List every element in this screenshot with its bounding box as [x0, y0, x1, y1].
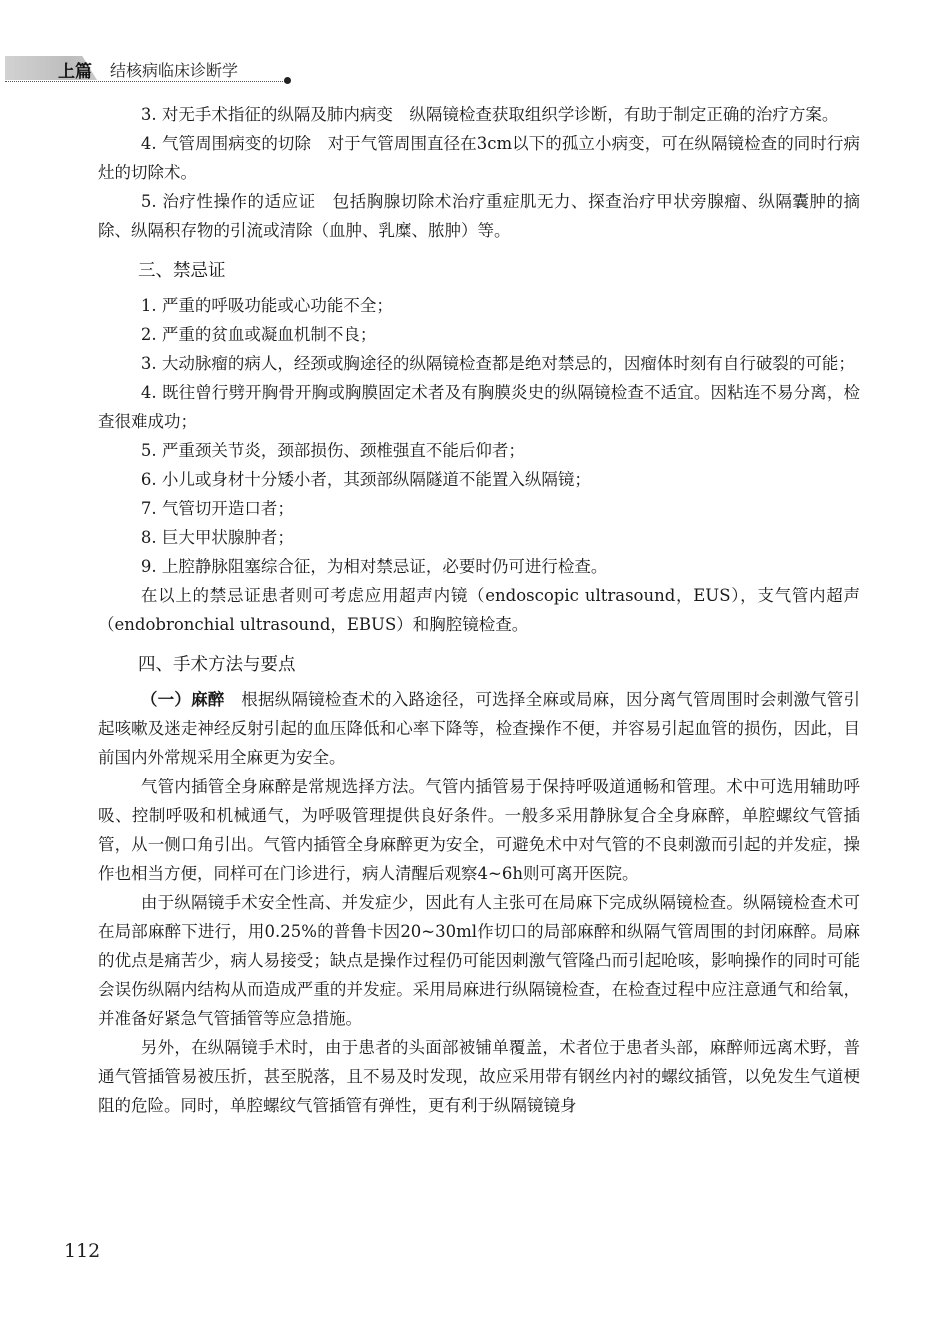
subsection-heading-anesthesia: （一）麻醉 — [140, 690, 225, 709]
contraindication-item-3: 3. 大动脉瘤的病人，经颈或胸途径的纵隔镜检查都是绝对禁忌的，因瘤体时刻有自行破裂的可能； — [140, 354, 855, 373]
header-book-title: 结核病临床诊断学 — [110, 61, 239, 80]
header-bullet-dot — [284, 77, 291, 84]
section-heading-contraindications: 三、禁忌证 — [138, 261, 226, 281]
contraindication-item-5: 5. 严重颈关节炎，颈部损伤、颈椎强直不能后仰者； — [140, 441, 525, 460]
indication-item-5: 5. 治疗性操作的适应证 包括胸腺切除术治疗重症肌无力、探查治疗甲状旁腺瘤、纵隔囊肿的摘除、纵隔积存物的引流或清除（血肿、乳糜、脓肿）等。 — [98, 192, 860, 240]
running-header — [0, 56, 300, 86]
page-number: 112 — [64, 1240, 101, 1262]
contraindication-item-6: 6. 小儿或身材十分矮小者，其颈部纵隔隧道不能置入纵隔镜； — [140, 470, 591, 489]
contraindication-item-2: 2. 严重的贫血或凝血机制不良； — [140, 325, 377, 344]
indication-item-3: 3. 对无手术指征的纵隔及肺内病变 纵隔镜检查获取组织学诊断，有助于制定正确的治疗方案。 — [140, 105, 839, 124]
anesthesia-intro-text: 根据纵隔镜检查术的入路途径，可选择全麻或局麻，因分离气管周围时会刺激气管引起咳嗽及迷走神经反射引起的血压降低和心率下降等，检查操作不便，并容易引起血管的损伤，因此，目前国内外常规采用全麻更为安全。 — [98, 690, 861, 767]
contraindication-item-7: 7. 气管切开造口者； — [140, 499, 294, 518]
contraindication-item-4: 4. 既往曾行劈开胸骨开胸或胸膜固定术者及有胸膜炎史的纵隔镜检查不适宜。因粘连不易分离，检查很难成功； — [98, 383, 860, 431]
general-anesthesia-paragraph: 气管内插管全身麻醉是常规选择方法。气管内插管易于保持呼吸道通畅和管理。术中可选用辅助呼吸、控制呼吸和机械通气，为呼吸管理提供良好条件。一般多采用静脉复合全身麻醉，单腔螺纹气管插管，从一侧口角引出。气管内插管全身麻醉更为安全，可避免术中对气管的不良刺激而引起的并发症，操作也相当方便，同样可在门诊进行，病人清醒后观察4~6h则可离开医院。 — [98, 777, 860, 883]
contraindication-item-8: 8. 巨大甲状腺肿者； — [140, 528, 294, 547]
header-part-label: 上篇 — [58, 62, 92, 82]
anesthesia-intro-paragraph — [98, 685, 860, 772]
page-body — [98, 100, 860, 1120]
contraindication-alternatives: 在以上的禁忌证患者则可考虑应用超声内镜（endoscopic ultrasound，EUS），支气管内超声（endobronchial ultrasound，EBUS）和胸腔镜检查。 — [98, 586, 860, 634]
section-heading-methods: 四、手术方法与要点 — [138, 655, 296, 675]
intubation-paragraph: 另外，在纵隔镜手术时，由于患者的头面部被铺单覆盖，术者位于患者头部，麻醉师远离术野，普通气管插管易被压折，甚至脱落，且不易及时发现，故应采用带有钢丝内衬的螺纹插管，以免发生气道梗阻的危险。同时，单腔螺纹气管插管有弹性，更有利于纵隔镜镜身 — [98, 1038, 860, 1115]
indication-item-4: 4. 气管周围病变的切除 对于气管周围直径在3cm以下的孤立小病变，可在纵隔镜检查的同时行病灶的切除术。 — [98, 134, 860, 182]
local-anesthesia-paragraph: 由于纵隔镜手术安全性高、并发症少，因此有人主张可在局麻下完成纵隔镜检查。纵隔镜检查术可在局部麻醉下进行，用0.25%的普鲁卡因20~30ml作切口的局部麻醉和纵隔气管周围的封闭麻醉。局麻的优点是痛苦少，病人易接受；缺点是操作过程仍可能因刺激气管隆凸而引起呛咳，影响操作的同时可能会误伤纵隔内结构从而造成严重的并发症。采用局麻进行纵隔镜检查，在检查过程中应注意通气和给氧，并准备好紧急气管插管等应急措施。 — [98, 893, 860, 1028]
header-dotted-rule — [5, 81, 287, 82]
contraindication-item-9: 9. 上腔静脉阻塞综合征，为相对禁忌证，必要时仍可进行检查。 — [140, 557, 608, 576]
contraindication-item-1: 1. 严重的呼吸功能或心功能不全； — [140, 296, 393, 315]
